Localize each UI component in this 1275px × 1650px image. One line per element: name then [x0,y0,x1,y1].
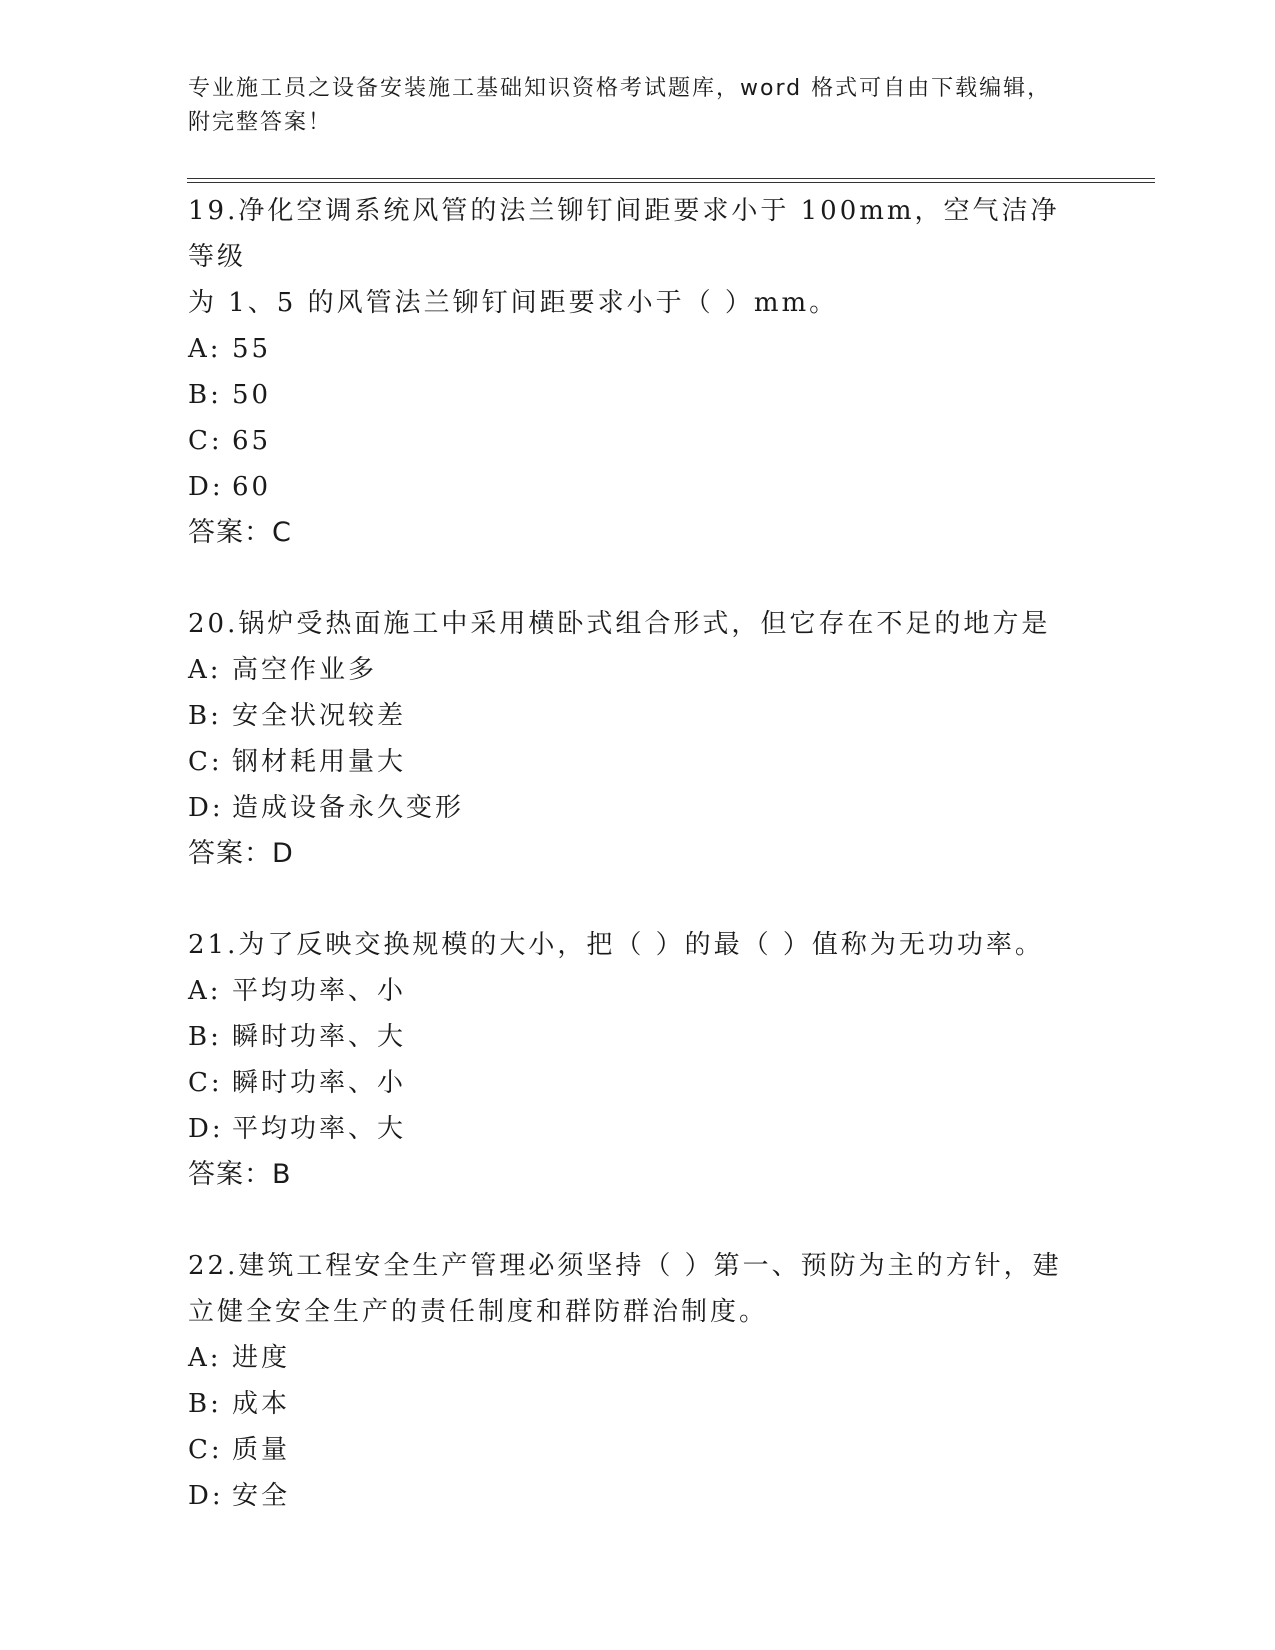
answer-key: 答案：D [188,838,294,869]
answer-option [188,1335,1088,1381]
question-stem-line: 21.为了反映交换规模的大小，把（ ）的最（ ）值称为无功功率。 [188,930,1044,960]
answer-option [188,1014,1088,1060]
option-text: 瞬时功率、大 [232,1022,407,1052]
answer-option [188,968,1088,1014]
answer-option [188,693,1088,739]
option-text: 平均功率、大 [232,1114,407,1144]
option-letter: A: [188,1343,222,1373]
option-letter: B: [188,1389,222,1419]
option-letter: D: [188,1114,224,1144]
option-text: 进度 [232,1343,291,1373]
question-block [188,922,1088,1198]
question-stem-line: 22.建筑工程安全生产管理必须坚持（ ）第一、预防为主的方针，建 [188,1251,1062,1281]
option-letter: B: [188,701,222,731]
option-text: 钢材耗用量大 [232,747,407,777]
option-letter: B: [188,1022,222,1052]
answer-key: 答案：C [188,517,292,548]
answer-option [188,1106,1088,1152]
answer-option [188,326,1088,372]
answer-option [188,647,1088,693]
answer-option [188,1381,1088,1427]
option-letter: D: [188,793,224,823]
option-text: 60 [232,472,272,502]
question-block [188,1243,1088,1519]
question-stem-line: 立健全安全生产的责任制度和群防群治制度。 [188,1297,769,1327]
option-text: 成本 [232,1389,291,1419]
option-text: 高空作业多 [232,655,378,685]
header-divider-thick [187,182,1155,183]
option-text: 65 [232,426,272,456]
answer-key: 答案：B [188,1159,292,1190]
option-letter: C: [188,1068,223,1098]
header-divider-thin [187,178,1155,179]
option-letter: C: [188,1435,223,1465]
option-letter: D: [188,1481,224,1511]
answer-option [188,1473,1088,1519]
option-text: 55 [232,334,272,364]
question-stem-line: 为 1、5 的风管法兰铆钉间距要求小于（ ）mm。 [188,288,839,318]
answer-option [188,785,1088,831]
answer-option [188,1427,1088,1473]
header-line-2: 附完整答案！ [188,110,333,135]
question-stem-line: 20.锅炉受热面施工中采用横卧式组合形式，但它存在不足的地方是 [188,609,1051,639]
option-text: 安全 [232,1481,291,1511]
option-text: 质量 [232,1435,291,1465]
option-letter: C: [188,747,223,777]
option-text: 造成设备永久变形 [232,793,465,823]
option-text: 平均功率、小 [232,976,407,1006]
question-block [188,601,1088,877]
answer-option [188,464,1088,510]
question-list [188,188,1088,1564]
document-header [188,72,1088,140]
question-block [188,188,1088,556]
option-letter: A: [188,655,222,685]
option-letter: A: [188,334,222,364]
answer-option [188,739,1088,785]
question-stem-line: 19.净化空调系统风管的法兰铆钉间距要求小于 100mm，空气洁净等级 [188,196,1060,272]
option-letter: D: [188,472,224,502]
option-text: 瞬时功率、小 [232,1068,407,1098]
option-letter: C: [188,426,223,456]
answer-option [188,418,1088,464]
header-line-1: 专业施工员之设备安装施工基础知识资格考试题库，word 格式可自由下载编辑， [188,76,1052,101]
option-text: 50 [232,380,272,410]
answer-option [188,372,1088,418]
option-letter: B: [188,380,222,410]
answer-option [188,1060,1088,1106]
option-letter: A: [188,976,222,1006]
option-text: 安全状况较差 [232,701,407,731]
